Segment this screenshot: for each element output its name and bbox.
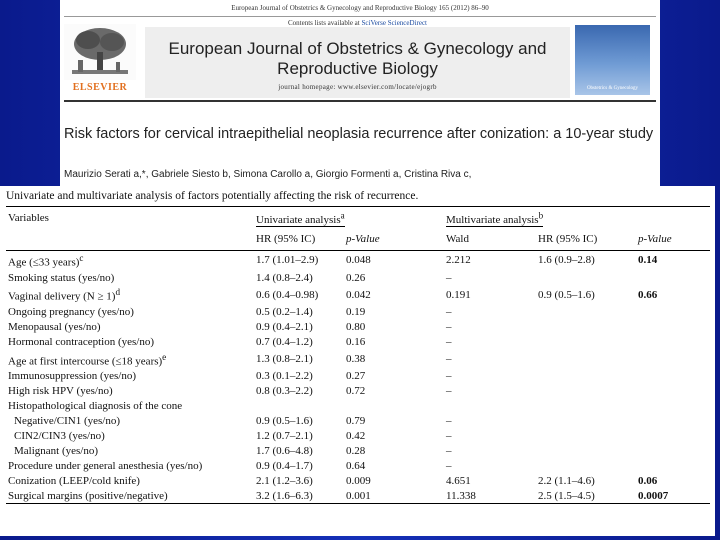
variable-cell: Age (≤33 years)$^c$	[8, 253, 84, 269]
p-value-multivariate-cell	[636, 335, 710, 350]
p-value-multivariate-header: p-Value	[638, 233, 672, 246]
wald-cell: –	[446, 429, 452, 442]
paper-header	[60, 0, 660, 190]
p-value-multivariate-cell	[636, 271, 710, 286]
table-body	[6, 251, 710, 504]
p-value-multivariate-cell	[636, 414, 710, 429]
p-value-multivariate-cell: 0.14	[638, 254, 658, 267]
p-value-multivariate-cell	[636, 429, 710, 444]
results-table	[6, 206, 710, 504]
p-value-cell	[344, 399, 444, 414]
header-rule	[64, 16, 656, 17]
hr-multivariate-cell	[536, 350, 636, 370]
hr-multivariate-cell	[536, 369, 636, 384]
p-value-cell: 0.042	[346, 288, 371, 301]
wald-cell: –	[446, 459, 452, 472]
p-value-cell: 0.009	[346, 474, 371, 487]
variable-cell: Ongoing pregnancy (yes/no)	[8, 306, 134, 319]
hr-cell: 0.7 (0.4–1.2)	[256, 335, 313, 348]
variables-spacer	[6, 229, 254, 251]
p-value-cell: 0.19	[346, 306, 366, 319]
hr-multivariate-header: HR (95% IC)	[538, 233, 598, 246]
variables-header: Variables	[6, 207, 254, 229]
results-table-panel	[0, 186, 715, 536]
p-value-cell: 0.16	[346, 335, 366, 348]
journal-title: European Journal of Obstetrics & Gynecology and Reproductive Biology	[168, 39, 547, 78]
table-caption: Univariate and multivariate analysis of factors potentially affecting the risk of recurrence.	[6, 190, 419, 202]
p-value-cell: 0.28	[346, 444, 366, 457]
table-row	[6, 369, 710, 384]
p-value-multivariate-cell: 0.0007	[638, 489, 669, 502]
hr-multivariate-cell	[536, 399, 636, 414]
hr-multivariate-cell: 2.5 (1.5–4.5)	[538, 489, 595, 502]
hr-cell: 1.7 (1.01–2.9)	[256, 254, 319, 267]
hr-multivariate-cell	[536, 305, 636, 320]
table-row	[6, 251, 710, 271]
wald-header: Wald	[446, 233, 469, 246]
wald-cell: –	[446, 415, 452, 428]
p-value-multivariate-cell	[636, 369, 710, 384]
journal-banner	[145, 27, 570, 98]
multivariate-header	[444, 207, 710, 229]
table-row	[6, 489, 710, 504]
variable-cell: Age at first intercourse (≤18 years)$^e$	[8, 351, 167, 368]
wald-cell: 2.212	[446, 254, 471, 267]
p-value-cell: 0.27	[346, 370, 366, 383]
p-value-multivariate-cell	[636, 350, 710, 370]
p-value-cell: 0.64	[346, 459, 366, 472]
hr-cell: 1.7 (0.6–4.8)	[256, 444, 313, 457]
p-value-cell: 0.38	[346, 353, 366, 366]
p-value-cell: 0.80	[346, 320, 366, 333]
table-row	[6, 271, 710, 286]
p-value-multivariate-cell	[636, 459, 710, 474]
p-value-cell: 0.048	[346, 254, 371, 267]
contents-prefix: Contents lists available at	[288, 19, 360, 27]
variable-cell: Immunosuppression (yes/no)	[8, 370, 137, 383]
header-bottom-rule	[64, 100, 656, 102]
hr-cell: 1.2 (0.7–2.1)	[256, 429, 313, 442]
table-subheader-row	[6, 229, 710, 251]
hr-cell: 2.1 (1.2–3.6)	[256, 474, 313, 487]
p-value-multivariate-cell	[636, 305, 710, 320]
hr-cell: 3.2 (1.6–6.3)	[256, 489, 313, 502]
hr-multivariate-cell	[536, 271, 636, 286]
hr-cell: 0.6 (0.4–0.98)	[256, 288, 319, 301]
article-title: Risk factors for cervical intraepithelial neoplasia recurrence after conization: a 10-year study	[64, 126, 654, 142]
table-row	[6, 444, 710, 459]
table-row	[6, 399, 710, 414]
journal-citation: European Journal of Obstetrics & Gynecology and Reproductive Biology 165 (2012) 86–90	[231, 4, 489, 12]
hr-cell: 0.5 (0.2–1.4)	[256, 306, 313, 319]
hr-multivariate-cell	[536, 384, 636, 399]
table-row	[6, 305, 710, 320]
author-list: Maurizio Serati a,*, Gabriele Siesto b, Simona Carollo a, Giorgio Formenti a, Cristina Riva c,	[64, 169, 472, 180]
publisher-name: ELSEVIER	[72, 82, 128, 93]
cover-text: Obstetrics & Gynecology	[586, 86, 639, 91]
hr-multivariate-cell	[536, 444, 636, 459]
hr-cell: 0.9 (0.4–1.7)	[256, 459, 313, 472]
p-value-cell: 0.72	[346, 385, 366, 398]
hr-multivariate-cell: 0.9 (0.5–1.6)	[538, 288, 595, 301]
table-header-row	[6, 207, 710, 229]
wald-cell: –	[446, 271, 452, 284]
tree-icon	[64, 24, 136, 80]
hr-multivariate-cell: 1.6 (0.9–2.8)	[538, 254, 595, 267]
table-row	[6, 384, 710, 399]
p-value-cell: 0.001	[346, 489, 371, 502]
variable-cell: Hormonal contraception (yes/no)	[8, 335, 155, 348]
p-value-cell: 0.42	[346, 429, 366, 442]
hr-cell: 1.4 (0.8–2.4)	[256, 271, 313, 284]
variable-cell: Procedure under general anesthesia (yes/no)	[8, 459, 203, 472]
table-row	[6, 320, 710, 335]
table-row	[6, 285, 710, 305]
wald-cell: –	[446, 306, 452, 319]
p-value-cell: 0.79	[346, 415, 366, 428]
contents-line	[145, 19, 570, 27]
wald-cell: –	[446, 370, 452, 383]
variable-cell: Menopausal (yes/no)	[8, 320, 101, 333]
table-row	[6, 350, 710, 370]
variable-cell: Negative/CIN1 (yes/no)	[14, 415, 120, 428]
hr-multivariate-cell	[536, 320, 636, 335]
variable-cell: Malignant (yes/no)	[14, 444, 99, 457]
variable-cell: CIN2/CIN3 (yes/no)	[14, 429, 105, 442]
table-row	[6, 429, 710, 444]
wald-cell: 4.651	[446, 474, 471, 487]
hr-cell: 0.3 (0.1–2.2)	[256, 370, 313, 383]
variable-cell: Histopathological diagnosis of the cone	[8, 400, 183, 413]
univariate-header	[254, 207, 444, 229]
hr-cell: 0.9 (0.5–1.6)	[256, 415, 313, 428]
table-row	[6, 335, 710, 350]
hr-multivariate-cell	[536, 335, 636, 350]
p-value-cell: 0.26	[346, 271, 366, 284]
p-value-multivariate-cell: 0.66	[638, 288, 658, 301]
p-value-multivariate-cell: 0.06	[638, 474, 658, 487]
univariate-label: Univariate analysis$^a$	[256, 209, 345, 226]
variable-cell: High risk HPV (yes/no)	[8, 385, 113, 398]
p-value-multivariate-cell	[636, 384, 710, 399]
variable-cell: Vaginal delivery (N ≥ 1)$^d$	[8, 287, 121, 304]
hr-cell: 0.9 (0.4–2.1)	[256, 320, 313, 333]
wald-cell: –	[446, 385, 452, 398]
variable-cell: Conization (LEEP/cold knife)	[8, 474, 140, 487]
sciencedirect-link[interactable]: SciVerse ScienceDirect	[361, 19, 427, 27]
variable-cell: Smoking status (yes/no)	[8, 271, 115, 284]
table-row	[6, 414, 710, 429]
wald-cell: –	[446, 335, 452, 348]
journal-cover-image	[575, 25, 650, 95]
hr-header: HR (95% IC)	[256, 233, 316, 246]
wald-cell: 0.191	[446, 288, 471, 301]
hr-cell: 0.8 (0.3–2.2)	[256, 385, 313, 398]
wald-cell: –	[446, 320, 452, 333]
hr-multivariate-cell	[536, 414, 636, 429]
table-row	[6, 474, 710, 489]
p-value-multivariate-cell	[636, 320, 710, 335]
elsevier-tree-logo	[64, 24, 136, 94]
wald-cell: –	[446, 444, 452, 457]
journal-homepage: journal homepage: www.elsevier.com/locate/ejogrb	[278, 83, 437, 91]
wald-cell: –	[446, 353, 452, 366]
hr-multivariate-cell	[536, 429, 636, 444]
wald-cell	[444, 399, 536, 414]
p-value-multivariate-cell	[636, 399, 710, 414]
p-value-multivariate-cell	[636, 444, 710, 459]
multivariate-label: Multivariate analysis$^b$	[446, 209, 544, 226]
table-row	[6, 459, 710, 474]
hr-multivariate-cell	[536, 459, 636, 474]
hr-cell: 1.3 (0.8–2.1)	[256, 353, 313, 366]
hr-cell	[254, 399, 344, 414]
p-value-header: p-Value	[346, 233, 380, 246]
hr-multivariate-cell: 2.2 (1.1–4.6)	[538, 474, 595, 487]
variable-cell: Surgical margins (positive/negative)	[8, 489, 168, 502]
wald-cell: 11.338	[446, 489, 476, 502]
